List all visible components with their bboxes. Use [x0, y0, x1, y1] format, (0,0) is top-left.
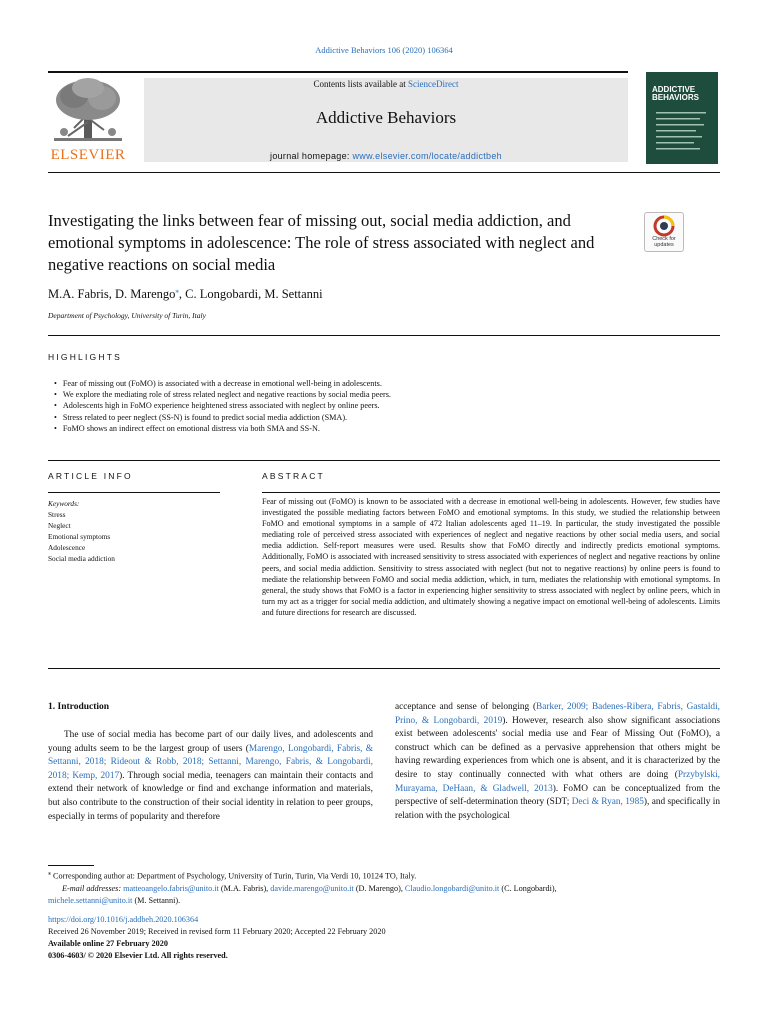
email-owner: (C. Longobardi),	[499, 883, 557, 893]
keyword-item: Emotional symptoms	[48, 532, 111, 541]
cover-text-lines	[652, 112, 712, 156]
email-link[interactable]: matteoangelo.fabris@unito.it	[123, 883, 219, 893]
reference-link[interactable]: Przybylski, Murayama, DeHaan, & Gladwell, 2013	[395, 769, 720, 794]
intro-text: ). Through social media, teenagers can maintain their contacts and extend their network of knowledge or find and exchange information and materials, but also contribute to the construction of their social identity in relation to peer groups, especially in terms of popularity and therefore	[48, 770, 373, 822]
reference-link[interactable]: Deci & Ryan, 1985	[571, 797, 644, 808]
email-link[interactable]: Claudio.longobardi@unito.it	[404, 883, 500, 893]
keyword-item: Stress	[48, 510, 66, 519]
abstract-text: Fear of missing out (FoMO) is known to be associated with a decrease in emotional well-being in adolescents. However, few studies have investigated the possible mediating factors between FoMO and emotional symptoms. In this study, we studied the relationship between FoMO and emotional symptoms in a sample of 472 Italian adolescents aged 11–19. In particular, the study investigated the possible mediating role of perceived stress associated with experiences of neglect and negative reactions by other social media users, and social media addiction. Self-report measures were used. Results show that FoMO directly and indirectly predicts emotional symptoms. Additionally, FoMO is associated with increased sensitivity to stress associated with experiences of neglect and negative reactions by online peers, and social media addiction. Sensitivity to stress associated with neglect (but not to negative reactions) by online peers is found to mediate the relationship between FoMO and social media addiction, which, in turn, mediates the relationship with emotional symptoms. In general, the study shows that FoMO is a factor in experiencing higher sensitivity to stress associated with neglect by online peers, which in turn my act as a trigger for social media addiction, and ultimately showing a negative impact on emotional well-being of adolescents. Limits and future directions for research are discussed.	[262, 497, 720, 617]
email-owner: (D. Marengo),	[353, 883, 405, 893]
intro-text: The use of social media has become part of our daily lives, and adolescents and young adults seem to be the largest group of users (	[48, 730, 373, 754]
journal-homepage-link[interactable]: www.elsevier.com/locate/addictbeh	[352, 151, 502, 161]
homepage-prefix: journal homepage:	[270, 151, 353, 161]
check-updates-label: Check for updates	[652, 236, 676, 248]
header-top-rule	[48, 71, 628, 73]
copyright-line: 0306-4603/ © 2020 Elsevier Ltd. All rights reserved.	[48, 951, 228, 960]
article-title: Investigating the links between fear of missing out, social media addiction, and emotional symptoms in adolescence: The role of stress associated with neglect and negative reactions on social media	[48, 211, 595, 274]
available-online: Available online 27 February 2020	[48, 939, 168, 948]
corresponding-text: Corresponding author at: Department of Psychology, University of Turin, Turin, Via Verdi 10, 10124 TO, Italy.	[51, 871, 417, 881]
reference-link[interactable]: Barker, 2009; Badenes-Ribera, Fabris, Gastaldi, Prino, & Longobardi, 2019	[395, 702, 720, 726]
email-addresses	[48, 883, 720, 895]
contents-prefix: Contents lists available at	[313, 79, 408, 89]
cover-title-line1: ADDICTIVE	[652, 85, 696, 94]
highlight-item: • Stress related to peer neglect (SS-N) is found to predict social media addiction (SMA).	[48, 412, 720, 423]
intro-text: acceptance and sense of belonging (	[395, 702, 537, 712]
footnotes	[48, 868, 720, 907]
intro-text: ), and specifically in relation with the psychological	[395, 797, 720, 821]
article-info-rule	[48, 492, 220, 493]
elsevier-wordmark: ELSEVIER	[50, 147, 126, 163]
intro-paragraph	[48, 729, 373, 824]
header-bottom-rule	[48, 172, 720, 173]
keywords-block	[48, 498, 228, 564]
highlight-item: • Adolescents high in FoMO experience heightened stress associated with neglect by online peers.	[48, 400, 720, 411]
article-info-heading: ARTICLE INFO	[48, 471, 133, 481]
corresponding-author-note	[48, 868, 720, 883]
highlight-item: • We explore the mediating role of stress related neglect and negative reactions by social media peers.	[48, 389, 720, 400]
authors-first: M.A. Fabris, D. Marengo	[48, 287, 176, 302]
affiliation: Department of Psychology, University of Turin, Italy	[48, 311, 206, 320]
intro-column-right	[395, 701, 720, 823]
email-owner: (M.A. Fabris),	[218, 883, 271, 893]
cover-title-line2: BEHAVIORS	[652, 93, 699, 102]
publication-info	[48, 914, 720, 962]
section-rule	[48, 335, 720, 336]
email-addresses-cont	[48, 895, 720, 907]
reference-link[interactable]: Marengo, Longobardi, Fabris, & Settanni, 2018; Rideout & Robb, 2018; Settanni, Marengo, Fabris, & Longobardi, 2018; Kemp, 2017	[48, 743, 373, 781]
abstract-rule	[262, 492, 720, 493]
footnote-rule	[48, 865, 94, 866]
journal-title: Addictive Behaviors	[315, 108, 457, 127]
introduction-heading: 1. Introduction	[48, 702, 110, 712]
section-rule	[48, 460, 720, 461]
highlights-heading: HIGHLIGHTS	[48, 352, 122, 362]
keyword-item: Adolescence	[48, 543, 86, 552]
keyword-item: Neglect	[48, 521, 71, 530]
authors-rest: , C. Longobardi, M. Settanni	[178, 287, 323, 302]
section-rule	[48, 668, 720, 669]
highlight-item: • Fear of missing out (FoMO) is associated with a decrease in emotional well-being in adolescents.	[48, 378, 720, 389]
authors-line	[48, 287, 323, 302]
abstract-heading: ABSTRACT	[262, 471, 325, 481]
email-owner: (M. Settanni).	[132, 895, 181, 905]
journal-homepage-line	[144, 151, 628, 161]
keyword-item: Social media addiction	[48, 554, 115, 563]
cover-title	[652, 86, 714, 102]
doi-link[interactable]: https://doi.org/10.1016/j.addbeh.2020.106364	[48, 915, 199, 924]
intro-column-left	[48, 729, 373, 824]
keywords-label: Keywords:	[48, 499, 80, 508]
received-dates: Received 26 November 2019; Received in revised form 11 February 2020; Accepted 22 February 2020	[48, 927, 386, 936]
email-link[interactable]: davide.marengo@unito.it	[270, 883, 354, 893]
journal-citation[interactable]: Addictive Behaviors 106 (2020) 106364	[315, 45, 453, 55]
intro-text: ). FoMO can be conceptualized from the perspective of self-determination theory (SDT;	[395, 783, 720, 808]
intro-text: ). However, research also show significant associations exist between adolescents' social media use and Fear of Missing Out (FoMO), a construct which can be defined as a pervasive apprehension that others might be having rewarding experiences from which one is absent, and it is characterized by the desire to stay continually connected with what others are doing (	[395, 715, 720, 780]
sciencedirect-link[interactable]: ScienceDirect	[408, 79, 459, 89]
footnote-mark: ⁎	[48, 871, 51, 877]
email-label: E-mail addresses:	[62, 883, 124, 893]
highlights-list	[48, 378, 720, 434]
corresponding-author-mark[interactable]: ⁎	[175, 287, 179, 295]
contents-line	[144, 79, 628, 89]
tree-icon	[48, 76, 128, 146]
email-link[interactable]: michele.settanni@unito.it	[48, 895, 133, 905]
intro-paragraph	[395, 701, 720, 823]
highlight-item: • FoMO shows an indirect effect on emotional distress via both SMA and SS-N.	[48, 423, 720, 434]
